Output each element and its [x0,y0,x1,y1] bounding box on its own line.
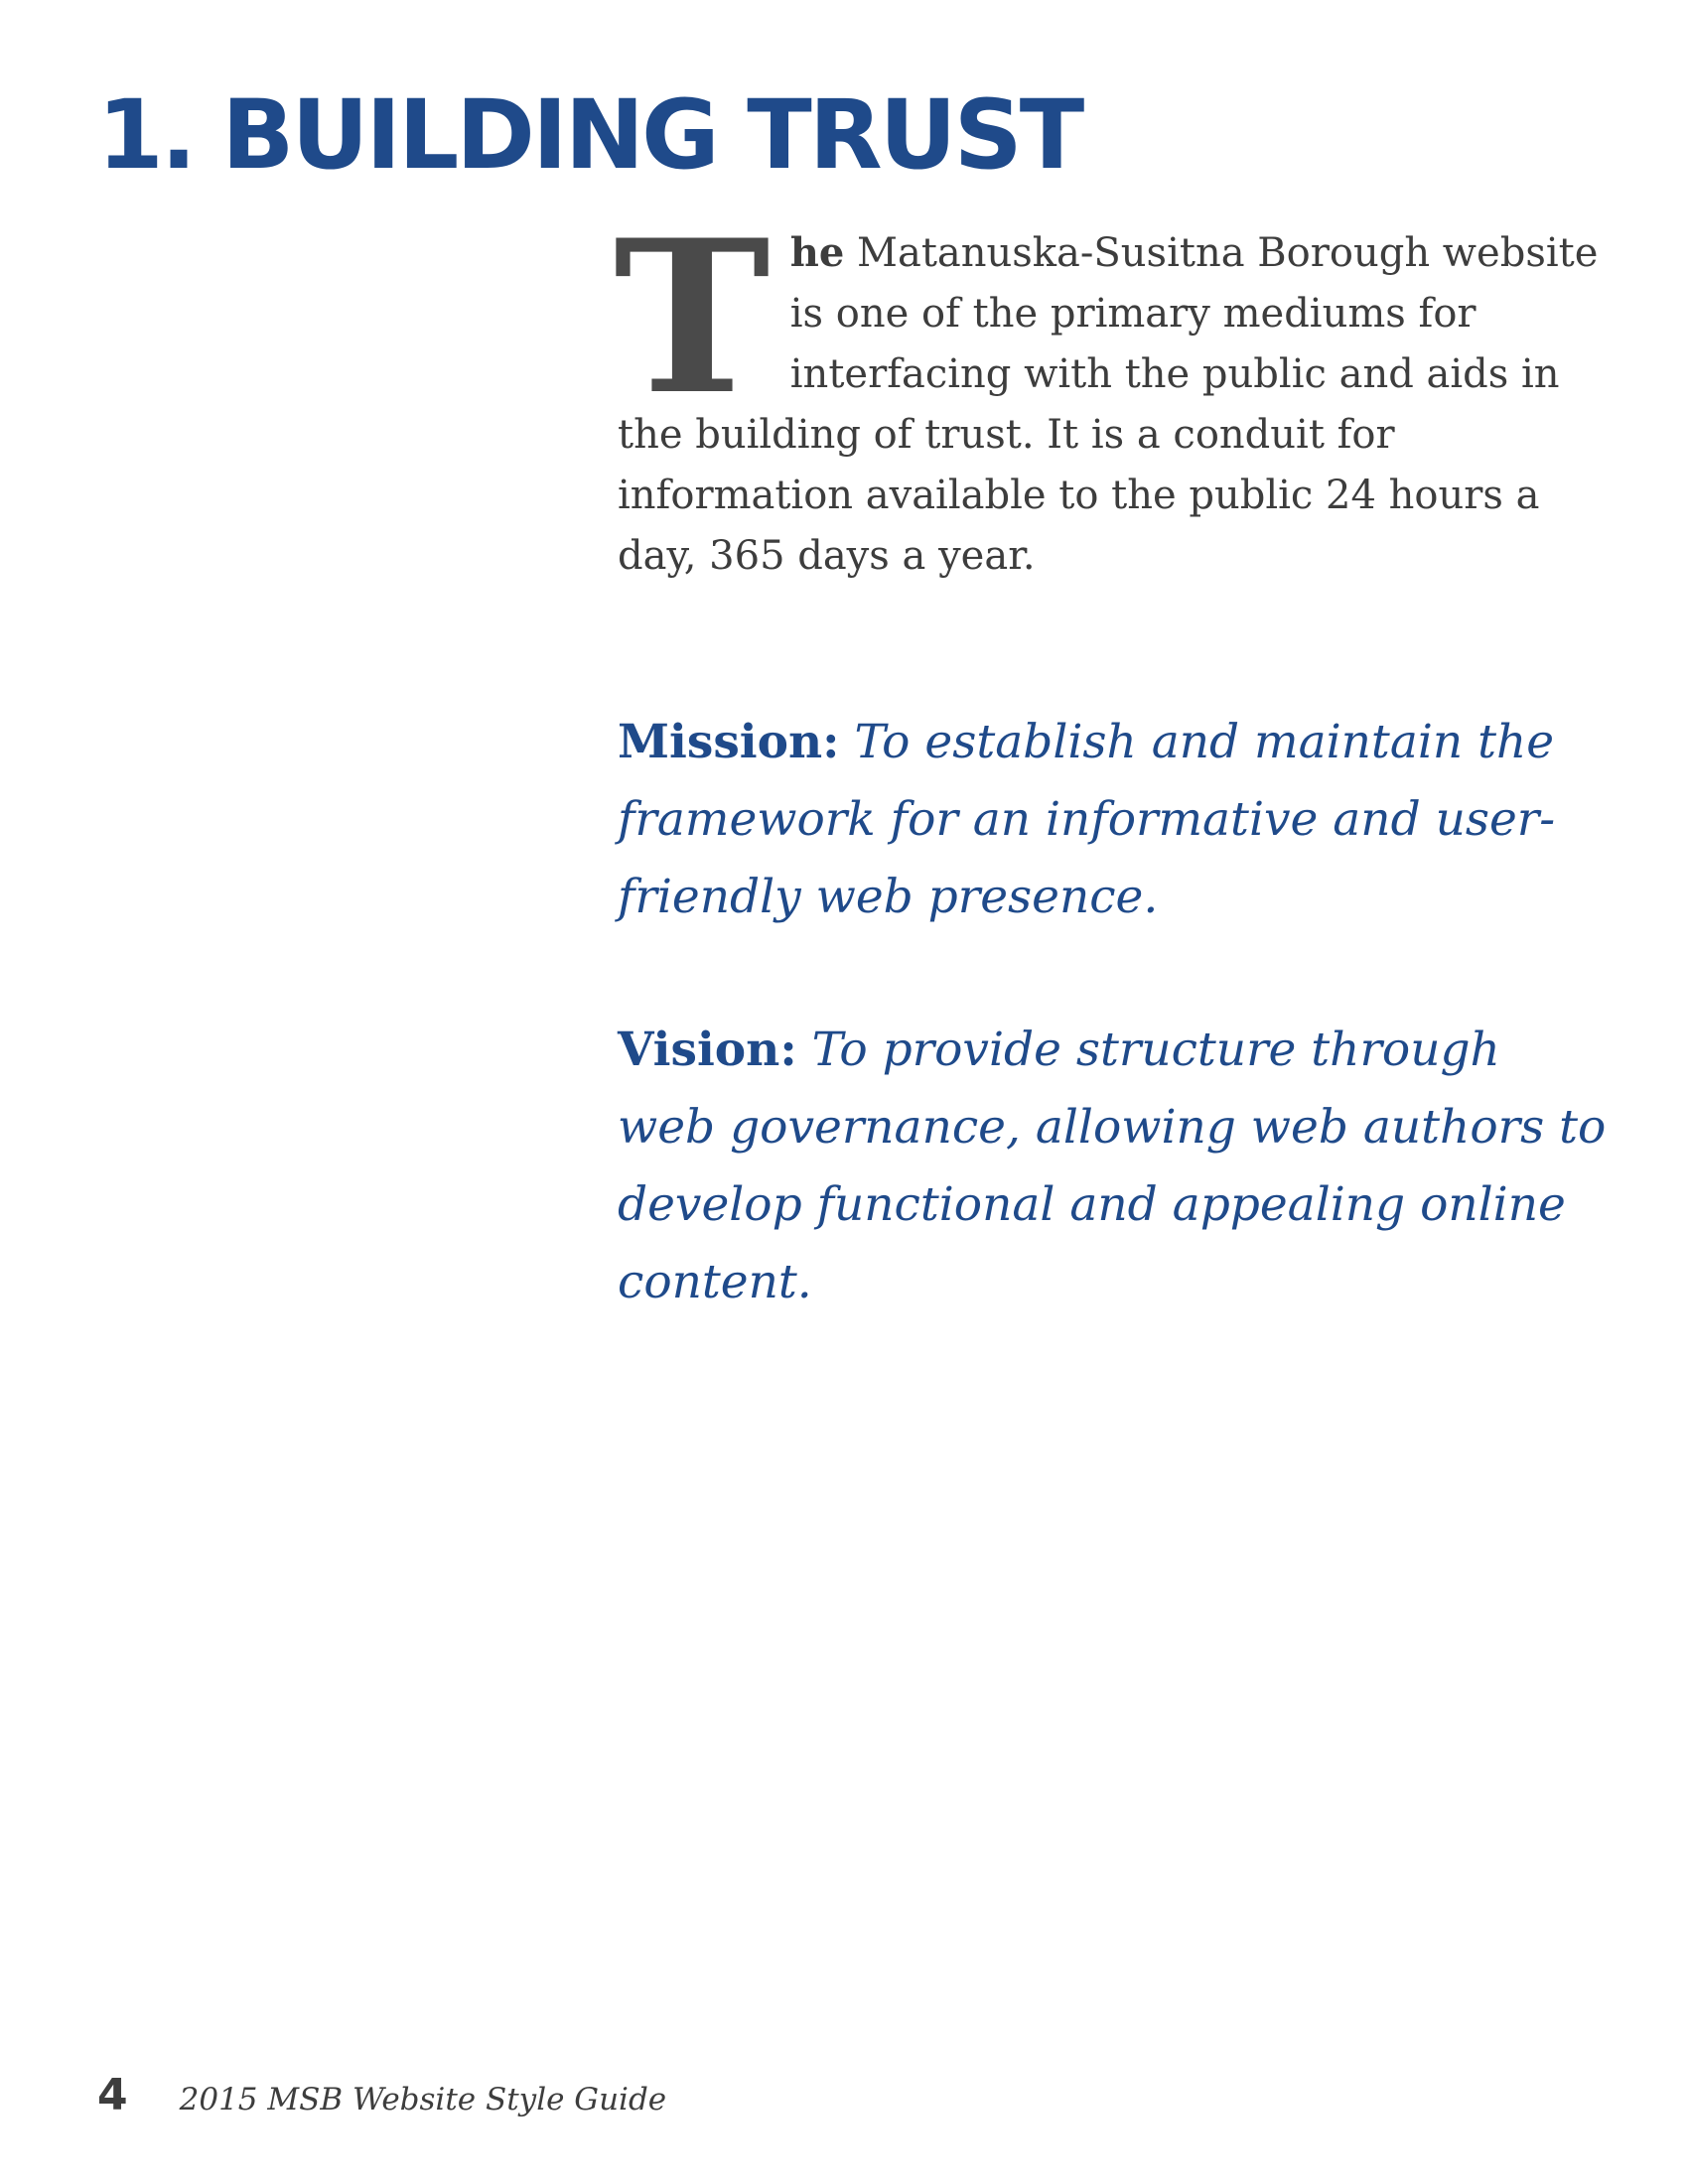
vision-label: Vision: [618,1023,797,1077]
page-title [97,79,1082,191]
intro-body: Matanuska-Susitna Borough website is one of the primary mediums for interfacing with the public and aids in the building of trust. It is a conduit for information available to the public 24 hours a day, 365 days a year. [618,230,1599,579]
vision-statement [618,1012,1611,1321]
vision-text: To provide structure through web governance, allowing web authors to develop functional and appealing online content. [618,1023,1607,1309]
intro-paragraph [614,194,1611,587]
page-number: 4 [97,2070,128,2120]
section-title: BUILDING TRUST [221,79,1082,191]
drop-cap: T [614,194,771,441]
section-number: 1. [97,79,195,191]
page-footer [97,2070,666,2120]
mission-text: To establish and maintain the framework for an informative and user-friendly web presence. [618,715,1556,924]
footer-document-title: 2015 MSB Website Style Guide [179,2082,667,2117]
intro-lead: he [789,229,845,276]
mission-label: Mission: [618,715,840,769]
main-content [614,194,1611,1321]
mission-statement [618,704,1611,936]
